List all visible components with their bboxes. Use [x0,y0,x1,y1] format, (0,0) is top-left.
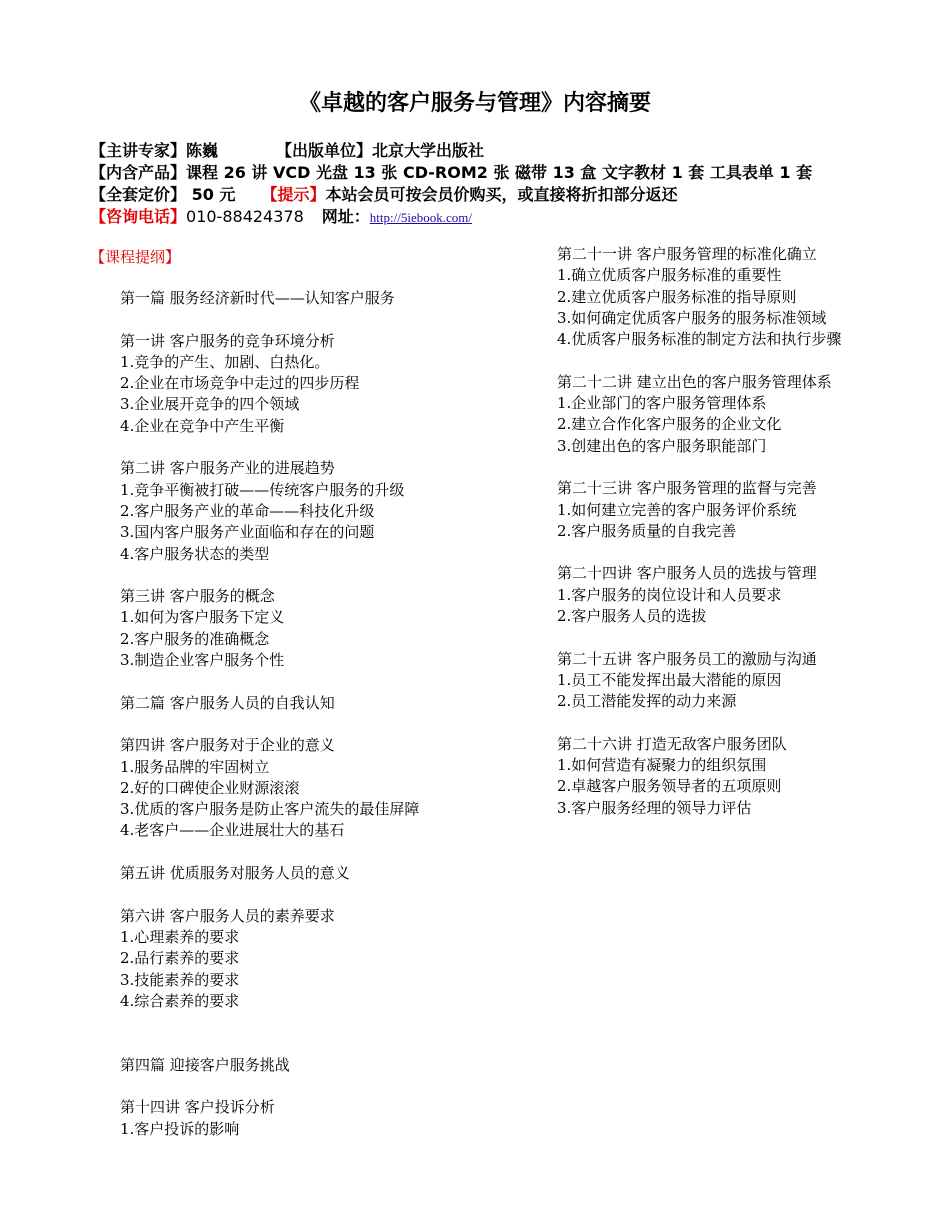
list-item: 1.竞争的产生、加剧、白热化。 [120,352,330,371]
list-item: 3.客户服务经理的领导力评估 [557,798,752,817]
expert-label: 【主讲专家】 [90,141,187,160]
website-label: 网址： [321,207,370,226]
price-label: 【全套定价】 [90,185,187,204]
section-heading: 第二篇 客户服务人员的自我认知 [120,693,335,712]
info-block [90,140,890,228]
list-item: 第二十六讲 打造无敌客户服务团队 [557,734,787,753]
spacer [522,713,852,734]
list-item: 2.建立优质客户服务标准的指导原则 [557,287,797,306]
list-item: 1.心理素养的要求 [120,927,240,946]
list-item: 2.员工潜能发挥的动力来源 [557,692,737,711]
spacer [120,714,510,735]
list-item: 1.竞争平衡被打破——传统客户服务的升级 [120,480,405,499]
phone-value: 010-88424378 [186,207,304,226]
left-column [120,288,510,1140]
section-heading: 第四篇 迎接客户服务挑战 [120,1055,290,1074]
list-item: 1.如何建立完善的客户服务评价系统 [557,500,797,519]
section-heading: 第十四讲 客户投诉分析 [120,1098,275,1117]
list-item: 2.客户服务人员的选拔 [557,607,707,626]
list-item: 1.如何营造有凝聚力的组织氛围 [557,756,767,775]
list-item: 3.优质的客户服务是防止客户流失的最佳屏障 [120,800,420,819]
spacer [120,671,510,692]
list-item: 1.如何为客户服务下定义 [120,608,285,627]
list-item: 3.如何确定优质客户服务的服务标准领域 [557,308,827,327]
spacer [522,457,852,478]
spacer [120,884,510,905]
list-item: 2.品行素养的要求 [120,949,240,968]
spacer [120,1076,510,1097]
products-value: 课程 26 讲 VCD 光盘 13 张 CD-ROM2 张 磁带 13 盒 文字教材 1 套 工具表单 1 套 [186,163,813,182]
spacer [120,1033,510,1054]
list-item: 3.制造企业客户服务个性 [120,651,285,670]
list-item: 4.老客户——企业进展壮大的基石 [120,821,345,840]
list-item: 2.客户服务的准确概念 [120,629,270,648]
info-row-price [90,184,890,206]
price-value: 50 元 [186,185,236,204]
phone-label: 【咨询电话】 [90,207,187,226]
info-row-expert [90,140,890,162]
list-item: 2.企业在市场竞争中走过的四步历程 [120,374,360,393]
list-item: 4.客户服务状态的类型 [120,544,270,563]
section-heading: 第一讲 客户服务的竞争环境分析 [120,331,335,350]
list-item: 1.服务品牌的牢固树立 [120,757,270,776]
section-heading: 第二十四讲 客户服务人员的选拔与管理 [557,564,817,583]
list-item: 3.国内客户服务产业面临和存在的问题 [120,523,375,542]
right-column [522,244,852,819]
list-item: 3.企业展开竞争的四个领域 [120,395,300,414]
list-item: 1.员工不能发挥出最大潜能的原因 [557,670,782,689]
list-item: 2.好的口碑使企业财源滚滚 [120,778,300,797]
list-item: 2.客户服务产业的革命——科技化升级 [120,501,375,520]
section-heading: 第二十五讲 客户服务员工的激励与沟通 [557,649,817,668]
list-item: 1.确立优质客户服务标准的重要性 [557,266,782,285]
section-heading: 第四讲 客户服务对于企业的意义 [120,736,335,755]
document-title: 《卓越的客户服务与管理》内容摘要 [298,91,651,116]
list-item: 2.客户服务质量的自我完善 [557,521,737,540]
publisher-label: 【出版单位】 [276,141,373,160]
section-heading: 第二十三讲 客户服务管理的监督与完善 [557,479,817,498]
outline-label: 【课程提纲】 [90,248,181,266]
list-item: 2.建立合作化客户服务的企业文化 [557,415,782,434]
list-item: 3.创建出色的客户服务职能部门 [557,436,767,455]
section-heading: 第二十一讲 客户服务管理的标准化确立 [557,245,817,263]
list-item: 4.企业在竞争中产生平衡 [120,416,285,435]
spacer [120,565,510,586]
tip-label: 【提示】 [261,185,326,204]
products-label: 【内含产品】 [90,163,187,182]
publisher-value: 北京大学出版社 [372,141,485,160]
list-item: 2.卓越客户服务领导者的五项原则 [557,777,782,796]
spacer [120,437,510,458]
list-item: 1.企业部门的客户服务管理体系 [557,394,767,413]
list-item: 1.客户服务的岗位设计和人员要求 [557,585,782,604]
list-item: 1.客户投诉的影响 [120,1119,240,1138]
section-heading: 第三讲 客户服务的概念 [120,587,275,606]
website-link[interactable]: http://5iebook.com/ [369,210,472,225]
tip-value: 本站会员可按会员价购买，或直接将折扣部分返还 [325,185,678,204]
spacer [522,350,852,371]
section-heading: 第六讲 客户服务人员的素养要求 [120,906,335,925]
list-item: 4.优质客户服务标准的制定方法和执行步骤 [557,330,842,349]
section-heading: 第一篇 服务经济新时代——认知客户服务 [120,289,395,307]
info-row-contact [90,206,890,228]
list-item: 3.技能素养的要求 [120,970,240,989]
info-row-products [90,162,890,184]
spacer [120,842,510,863]
expert-value: 陈巍 [186,141,219,160]
section-heading: 第五讲 优质服务对服务人员的意义 [120,864,350,883]
section-heading: 第二讲 客户服务产业的进展趋势 [120,459,335,478]
spacer [522,627,852,648]
spacer [120,1012,510,1033]
spacer [522,542,852,563]
list-item: 4.综合素养的要求 [120,991,240,1010]
spacer [120,309,510,330]
section-heading: 第二十二讲 建立出色的客户服务管理体系 [557,372,832,391]
